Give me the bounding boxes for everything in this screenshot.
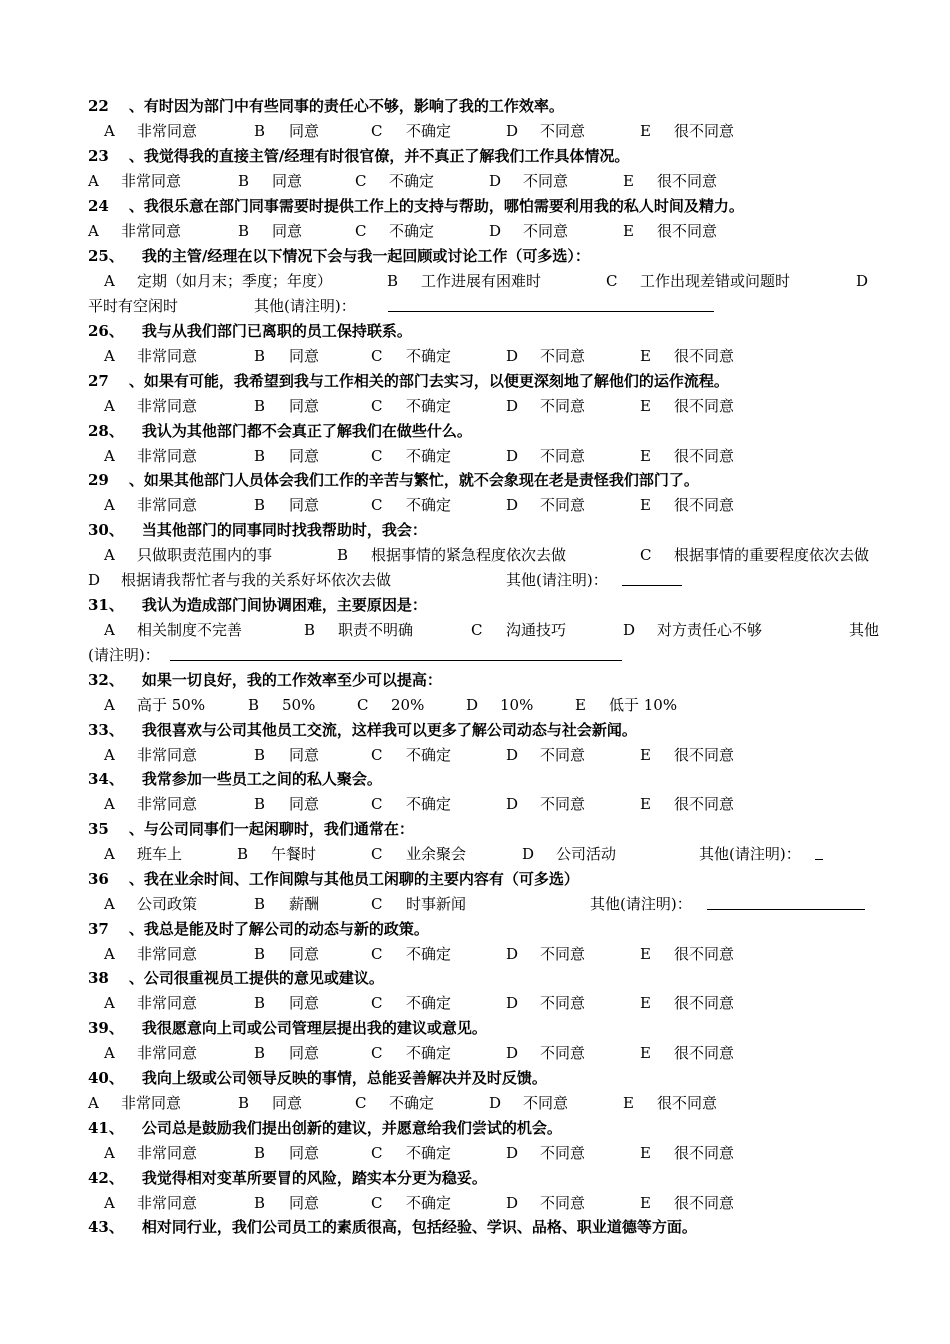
- option-a-label[interactable]: 非常同意: [137, 994, 198, 1012]
- option-c-label[interactable]: 20%: [391, 696, 425, 714]
- option-e-label[interactable]: 很不同意: [674, 447, 735, 465]
- question-number: 22: [88, 97, 109, 115]
- question-number: 32、: [88, 671, 124, 689]
- option-e-letter[interactable]: E: [640, 122, 651, 140]
- question-23: [88, 146, 629, 166]
- option-c-label[interactable]: 工作出现差错或问题时: [640, 272, 791, 290]
- option-c-letter[interactable]: C: [371, 347, 383, 365]
- other-input-line[interactable]: [707, 894, 865, 910]
- option-c-label[interactable]: 不确定: [406, 496, 452, 514]
- option-a-letter[interactable]: A: [104, 1144, 115, 1162]
- option-a-label[interactable]: 非常同意: [137, 347, 198, 365]
- option-c-letter[interactable]: C: [371, 895, 383, 913]
- option-c-letter[interactable]: C: [640, 546, 652, 564]
- option-e-label[interactable]: 很不同意: [674, 496, 735, 514]
- option-c-letter[interactable]: C: [355, 172, 367, 190]
- option-c-label[interactable]: 不确定: [389, 1094, 435, 1112]
- question-36: [88, 869, 579, 889]
- option-b-letter[interactable]: B: [254, 895, 266, 913]
- option-e-label[interactable]: 很不同意: [674, 1144, 735, 1162]
- option-d-letter[interactable]: D: [506, 347, 519, 365]
- options-27: [0, 396, 950, 416]
- question-text: 我觉得相对变革所要冒的风险，踏实本分更为稳妥。: [141, 1169, 487, 1187]
- option-e-label[interactable]: 很不同意: [657, 222, 718, 240]
- option-d-label[interactable]: 不同意: [540, 1144, 586, 1162]
- options-25-cont: [0, 296, 950, 316]
- option-e-label[interactable]: 很不同意: [674, 994, 735, 1012]
- options-36: [0, 894, 950, 914]
- option-c-label[interactable]: 不确定: [389, 172, 435, 190]
- option-b-label[interactable]: 同意: [289, 122, 320, 140]
- option-d-label[interactable]: 10%: [500, 696, 534, 714]
- option-a-letter[interactable]: A: [104, 272, 115, 290]
- question-text: 、如果有可能，我希望到我与工作相关的部门去实习，以便更深刻地了解他们的运作流程。: [128, 372, 729, 390]
- option-d-label[interactable]: 不同意: [540, 447, 586, 465]
- option-d-letter[interactable]: D: [466, 696, 479, 714]
- option-a-letter[interactable]: A: [104, 696, 115, 714]
- question-number: 24: [88, 197, 109, 215]
- option-c-letter[interactable]: C: [355, 1094, 367, 1112]
- option-c-letter[interactable]: C: [371, 795, 383, 813]
- option-d-label[interactable]: 不同意: [523, 1094, 569, 1112]
- option-b-letter[interactable]: B: [254, 746, 266, 764]
- question-number: 40、: [88, 1069, 124, 1087]
- option-c-letter[interactable]: C: [371, 496, 383, 514]
- option-c-label[interactable]: 根据事情的重要程度依次去做: [674, 546, 870, 564]
- other-input-line[interactable]: [388, 296, 714, 312]
- option-e-label[interactable]: 很不同意: [674, 397, 735, 415]
- option-e-letter[interactable]: E: [640, 1044, 651, 1062]
- option-a-letter[interactable]: A: [104, 397, 115, 415]
- option-d-label[interactable]: 不同意: [540, 945, 586, 963]
- option-b-letter[interactable]: B: [254, 397, 266, 415]
- option-e-letter[interactable]: E: [640, 945, 651, 963]
- option-a-letter[interactable]: A: [88, 172, 99, 190]
- option-b-label[interactable]: 同意: [289, 1194, 320, 1212]
- option-e-letter[interactable]: E: [640, 347, 651, 365]
- question-text: 、公司很重视员工提供的意见或建议。: [128, 969, 384, 987]
- option-d-letter[interactable]: D: [522, 845, 535, 863]
- question-text: 当其他部门的同事同时找我帮助时，我会：: [141, 521, 427, 539]
- question-text: 、我在业余时间、工作间隙与其他员工闲聊的主要内容有（可多选）: [128, 870, 579, 888]
- option-e-letter[interactable]: E: [623, 1094, 634, 1112]
- question-text: 我认为造成部门间协调困难，主要原因是：: [141, 596, 427, 614]
- option-b-letter[interactable]: B: [254, 1144, 266, 1162]
- question-text: 、如果其他部门人员体会我们工作的辛苦与繁忙，就不会象现在老是责怪我们部门了。: [128, 471, 699, 489]
- options-41: [0, 1143, 950, 1163]
- option-a-letter[interactable]: A: [104, 895, 115, 913]
- option-d-letter[interactable]: D: [856, 272, 869, 290]
- option-a-letter[interactable]: A: [104, 1044, 115, 1062]
- option-a-letter[interactable]: A: [104, 347, 115, 365]
- option-e-letter[interactable]: E: [640, 496, 651, 514]
- question-24: [88, 196, 744, 216]
- question-text: 如果一切良好，我的工作效率至少可以提高：: [141, 671, 442, 689]
- options-24: [0, 221, 950, 241]
- question-37: [88, 919, 429, 939]
- other-input-line[interactable]: [622, 570, 682, 586]
- option-e-letter[interactable]: E: [623, 222, 634, 240]
- option-c-label[interactable]: 不确定: [406, 1194, 452, 1212]
- option-other-label: 其他: [849, 621, 880, 639]
- options-23: [0, 171, 950, 191]
- option-b-label[interactable]: 同意: [289, 945, 320, 963]
- option-a-letter[interactable]: A: [104, 746, 115, 764]
- option-d-label[interactable]: 不同意: [540, 1194, 586, 1212]
- question-text: 、我总是能及时了解公司的动态与新的政策。: [128, 920, 429, 938]
- option-a-letter[interactable]: A: [88, 1094, 99, 1112]
- option-b-letter[interactable]: B: [238, 222, 250, 240]
- option-e-label[interactable]: 很不同意: [674, 347, 735, 365]
- option-a-letter[interactable]: A: [104, 1194, 115, 1212]
- option-c-letter[interactable]: C: [371, 845, 383, 863]
- options-31-cont: [0, 645, 950, 665]
- question-text: 、与公司同事们一起闲聊时，我们通常在：: [128, 820, 414, 838]
- question-number: 43、: [88, 1218, 124, 1236]
- option-e-letter[interactable]: E: [640, 746, 651, 764]
- option-a-label[interactable]: 非常同意: [121, 1094, 182, 1112]
- option-c-label[interactable]: 不确定: [406, 347, 452, 365]
- option-d-letter[interactable]: D: [506, 122, 519, 140]
- question-text: 、有时因为部门中有些同事的责任心不够，影响了我的工作效率。: [128, 97, 564, 115]
- question-40: [88, 1068, 547, 1088]
- question-text: 我的主管/经理在以下情况下会与我一起回顾或讨论工作（可多选）：: [141, 247, 590, 265]
- question-number: 31、: [88, 596, 124, 614]
- options-39: [0, 1043, 950, 1063]
- option-b-label[interactable]: 职责不明确: [338, 621, 414, 639]
- options-40: [0, 1093, 950, 1113]
- option-e-label[interactable]: 很不同意: [674, 795, 735, 813]
- option-b-label[interactable]: 同意: [272, 1094, 303, 1112]
- other-input-line[interactable]: [170, 645, 622, 661]
- option-c-letter[interactable]: C: [355, 222, 367, 240]
- option-b-letter[interactable]: B: [237, 845, 249, 863]
- option-a-letter[interactable]: A: [104, 994, 115, 1012]
- option-b-letter[interactable]: B: [254, 496, 266, 514]
- option-c-label[interactable]: 沟通技巧: [506, 621, 567, 639]
- question-text: 我很喜欢与公司其他员工交流，这样我可以更多了解公司动态与社会新闻。: [141, 721, 637, 739]
- option-c-label[interactable]: 不确定: [389, 222, 435, 240]
- question-29: [88, 470, 699, 490]
- option-c-letter[interactable]: C: [371, 447, 383, 465]
- option-e-label[interactable]: 很不同意: [674, 945, 735, 963]
- question-number: 25、: [88, 247, 124, 265]
- option-e-label[interactable]: 很不同意: [657, 172, 718, 190]
- option-d-label[interactable]: 不同意: [540, 1044, 586, 1062]
- option-c-label[interactable]: 业余聚会: [406, 845, 467, 863]
- option-d-letter[interactable]: D: [623, 621, 636, 639]
- option-d-label[interactable]: 不同意: [540, 795, 586, 813]
- option-a-label[interactable]: 非常同意: [137, 1144, 198, 1162]
- option-b-letter[interactable]: B: [254, 347, 266, 365]
- option-e-letter[interactable]: E: [640, 795, 651, 813]
- question-43: [88, 1217, 697, 1237]
- option-d-letter[interactable]: D: [506, 1144, 519, 1162]
- option-e-label[interactable]: 很不同意: [674, 746, 735, 764]
- option-other-label: 其他(请注明)：: [699, 845, 801, 863]
- option-e-label[interactable]: 很不同意: [657, 1094, 718, 1112]
- option-a-label[interactable]: 非常同意: [137, 746, 198, 764]
- option-b-letter[interactable]: B: [304, 621, 316, 639]
- options-37: [0, 944, 950, 964]
- option-b-letter[interactable]: B: [254, 1044, 266, 1062]
- option-d-letter[interactable]: D: [506, 994, 519, 1012]
- question-41: [88, 1118, 562, 1138]
- option-a-letter[interactable]: A: [104, 447, 115, 465]
- option-e-letter[interactable]: E: [640, 994, 651, 1012]
- question-number: 27: [88, 372, 109, 390]
- option-c-label[interactable]: 不确定: [406, 1044, 452, 1062]
- option-other-label: 其他(请注明)：: [254, 297, 356, 315]
- options-34: [0, 794, 950, 814]
- option-c-label[interactable]: 不确定: [406, 1144, 452, 1162]
- option-c-letter[interactable]: C: [371, 945, 383, 963]
- option-a-letter[interactable]: A: [104, 122, 115, 140]
- option-other-label: 其他(请注明)：: [590, 895, 692, 913]
- question-text: 我很愿意向上司或公司管理层提出我的建议或意见。: [141, 1019, 487, 1037]
- option-b-label[interactable]: 同意: [289, 447, 320, 465]
- option-c-label[interactable]: 不确定: [406, 447, 452, 465]
- option-a-label[interactable]: 非常同意: [121, 172, 182, 190]
- question-number: 37: [88, 920, 109, 938]
- option-c-label[interactable]: 不确定: [406, 397, 452, 415]
- option-a-label[interactable]: 高于 50%: [137, 696, 206, 714]
- option-b-letter[interactable]: B: [238, 1094, 250, 1112]
- option-c-letter[interactable]: C: [357, 696, 369, 714]
- question-number: 39、: [88, 1019, 124, 1037]
- option-a-label[interactable]: 班车上: [137, 845, 183, 863]
- option-b-label[interactable]: 同意: [289, 397, 320, 415]
- option-d-letter[interactable]: D: [506, 746, 519, 764]
- other-input-line[interactable]: [815, 844, 823, 860]
- question-number: 28、: [88, 422, 124, 440]
- option-b-label[interactable]: 同意: [272, 172, 303, 190]
- option-c-letter[interactable]: C: [371, 1044, 383, 1062]
- option-c-letter[interactable]: C: [471, 621, 483, 639]
- option-a-letter[interactable]: A: [104, 546, 115, 564]
- option-b-label[interactable]: 同意: [289, 1044, 320, 1062]
- option-e-letter[interactable]: E: [640, 1144, 651, 1162]
- option-c-letter[interactable]: C: [606, 272, 618, 290]
- question-number: 33、: [88, 721, 124, 739]
- question-number: 36: [88, 870, 109, 888]
- option-a-letter[interactable]: A: [104, 496, 115, 514]
- option-d-letter[interactable]: D: [506, 945, 519, 963]
- option-b-letter[interactable]: B: [238, 172, 250, 190]
- question-text: 我认为其他部门都不会真正了解我们在做些什么。: [141, 422, 472, 440]
- question-text: 我向上级或公司领导反映的事情，总能妥善解决并及时反馈。: [141, 1069, 547, 1087]
- options-32: [0, 695, 950, 715]
- question-number: 30、: [88, 521, 124, 539]
- question-number: 34、: [88, 770, 124, 788]
- option-a-label[interactable]: 非常同意: [137, 122, 198, 140]
- question-text: 、我很乐意在部门同事需要时提供工作上的支持与帮助，哪怕需要利用我的私人时间及精力。: [128, 197, 744, 215]
- option-d-label[interactable]: 不同意: [540, 994, 586, 1012]
- option-d-letter[interactable]: D: [506, 795, 519, 813]
- option-d-letter[interactable]: D: [489, 172, 502, 190]
- option-a-label[interactable]: 非常同意: [137, 795, 198, 813]
- option-c-letter[interactable]: C: [371, 122, 383, 140]
- options-28: [0, 446, 950, 466]
- question-33: [88, 720, 637, 740]
- option-b-label[interactable]: 同意: [289, 994, 320, 1012]
- question-number: 35: [88, 820, 109, 838]
- question-26: [88, 321, 412, 341]
- option-b-label[interactable]: 薪酬: [289, 895, 320, 913]
- options-26: [0, 346, 950, 366]
- option-a-label[interactable]: 相关制度不完善: [137, 621, 243, 639]
- question-number: 23: [88, 147, 109, 165]
- option-b-label[interactable]: 同意: [289, 746, 320, 764]
- option-a-label[interactable]: 只做职责范围内的事: [137, 546, 273, 564]
- options-38: [0, 993, 950, 1013]
- options-25: [0, 271, 950, 291]
- option-b-label[interactable]: 根据事情的紧急程度依次去做: [371, 546, 567, 564]
- option-d-letter[interactable]: D: [506, 496, 519, 514]
- option-b-letter[interactable]: B: [254, 945, 266, 963]
- option-d-letter[interactable]: D: [506, 1194, 519, 1212]
- question-32: [88, 670, 442, 690]
- question-28: [88, 421, 472, 441]
- option-d-label[interactable]: 根据请我帮忙者与我的关系好坏依次去做: [121, 571, 392, 589]
- option-e-letter[interactable]: E: [623, 172, 634, 190]
- option-b-label[interactable]: 同意: [272, 222, 303, 240]
- question-number: 29: [88, 471, 109, 489]
- option-a-label[interactable]: 非常同意: [121, 222, 182, 240]
- option-e-letter[interactable]: E: [640, 447, 651, 465]
- option-e-label[interactable]: 很不同意: [674, 122, 735, 140]
- option-a-letter[interactable]: A: [104, 945, 115, 963]
- options-30-cont: [0, 570, 950, 590]
- option-e-label[interactable]: 很不同意: [674, 1194, 735, 1212]
- question-text: 公司总是鼓励我们提出创新的建议，并愿意给我们尝试的机会。: [141, 1119, 562, 1137]
- options-35: [0, 844, 950, 864]
- option-c-letter[interactable]: C: [371, 1194, 383, 1212]
- question-text: 相对同行业，我们公司员工的素质很高，包括经验、学识、品格、职业道德等方面。: [141, 1218, 697, 1236]
- option-c-label[interactable]: 时事新闻: [406, 895, 467, 913]
- option-b-letter[interactable]: B: [254, 1194, 266, 1212]
- option-a-label[interactable]: 非常同意: [137, 496, 198, 514]
- question-text: 、我觉得我的直接主管/经理有时很官僚，并不真正了解我们工作具体情况。: [128, 147, 630, 165]
- option-e-letter[interactable]: E: [575, 696, 586, 714]
- option-d-letter[interactable]: D: [489, 1094, 502, 1112]
- question-39: [88, 1018, 487, 1038]
- options-42: [0, 1193, 950, 1213]
- option-a-label[interactable]: 非常同意: [137, 1194, 198, 1212]
- option-d-label[interactable]: 不同意: [540, 496, 586, 514]
- option-b-letter[interactable]: B: [254, 795, 266, 813]
- option-b-letter[interactable]: B: [387, 272, 399, 290]
- question-number: 38: [88, 969, 109, 987]
- option-a-label[interactable]: 非常同意: [137, 945, 198, 963]
- option-b-label[interactable]: 同意: [289, 347, 320, 365]
- option-c-letter[interactable]: C: [371, 1144, 383, 1162]
- question-27: [88, 371, 729, 391]
- question-35: [88, 819, 414, 839]
- option-c-label[interactable]: 不确定: [406, 945, 452, 963]
- option-b-letter[interactable]: B: [254, 122, 266, 140]
- option-d-label[interactable]: 不同意: [523, 172, 569, 190]
- options-31: [0, 620, 950, 640]
- option-b-letter[interactable]: B: [248, 696, 260, 714]
- option-a-letter[interactable]: A: [104, 795, 115, 813]
- option-d-letter[interactable]: D: [88, 571, 101, 589]
- option-other-label: 其他(请注明)：: [506, 571, 608, 589]
- option-b-label[interactable]: 50%: [282, 696, 316, 714]
- option-a-letter[interactable]: A: [88, 222, 99, 240]
- option-c-label[interactable]: 不确定: [406, 122, 452, 140]
- question-38: [88, 968, 384, 988]
- option-a-label[interactable]: 非常同意: [137, 1044, 198, 1062]
- option-c-label[interactable]: 不确定: [406, 994, 452, 1012]
- option-d-label[interactable]: 平时有空闲时: [88, 297, 179, 315]
- question-25: [88, 246, 590, 266]
- option-d-label[interactable]: 对方责任心不够: [657, 621, 763, 639]
- option-d-letter[interactable]: D: [489, 222, 502, 240]
- option-e-letter[interactable]: E: [640, 1194, 651, 1212]
- option-a-label[interactable]: 定期（如月末；季度；年度）: [137, 272, 333, 290]
- option-d-label[interactable]: 公司活动: [556, 845, 617, 863]
- question-number: 42、: [88, 1169, 124, 1187]
- option-c-letter[interactable]: C: [371, 746, 383, 764]
- option-e-label[interactable]: 很不同意: [674, 1044, 735, 1062]
- option-d-letter[interactable]: D: [506, 447, 519, 465]
- option-a-letter[interactable]: A: [104, 845, 115, 863]
- question-text: 我常参加一些员工之间的私人聚会。: [141, 770, 382, 788]
- option-b-label[interactable]: 工作进展有困难时: [421, 272, 542, 290]
- option-d-label[interactable]: 不同意: [540, 122, 586, 140]
- question-34: [88, 769, 382, 789]
- option-other-note: (请注明)：: [88, 646, 160, 664]
- options-22: [0, 121, 950, 141]
- option-c-label[interactable]: 不确定: [406, 795, 452, 813]
- option-c-label[interactable]: 不确定: [406, 746, 452, 764]
- options-29: [0, 495, 950, 515]
- option-b-letter[interactable]: B: [254, 447, 266, 465]
- option-c-letter[interactable]: C: [371, 994, 383, 1012]
- question-42: [88, 1168, 487, 1188]
- options-33: [0, 745, 950, 765]
- option-a-label[interactable]: 公司政策: [137, 895, 198, 913]
- option-d-label[interactable]: 不同意: [540, 347, 586, 365]
- question-30: [88, 520, 427, 540]
- option-d-label[interactable]: 不同意: [540, 397, 586, 415]
- option-b-label[interactable]: 午餐时: [271, 845, 317, 863]
- option-e-label[interactable]: 低于 10%: [609, 696, 678, 714]
- option-d-letter[interactable]: D: [506, 397, 519, 415]
- option-b-label[interactable]: 同意: [289, 1144, 320, 1162]
- option-a-letter[interactable]: A: [104, 621, 115, 639]
- question-number: 41、: [88, 1119, 124, 1137]
- option-b-letter[interactable]: B: [254, 994, 266, 1012]
- question-22: [88, 96, 564, 116]
- question-31: [88, 595, 427, 615]
- option-a-label[interactable]: 非常同意: [137, 447, 198, 465]
- option-b-label[interactable]: 同意: [289, 795, 320, 813]
- option-d-label[interactable]: 不同意: [540, 746, 586, 764]
- option-d-label[interactable]: 不同意: [523, 222, 569, 240]
- option-e-letter[interactable]: E: [640, 397, 651, 415]
- options-30: [0, 545, 950, 565]
- option-b-label[interactable]: 同意: [289, 496, 320, 514]
- question-text: 我与从我们部门已离职的员工保持联系。: [141, 322, 412, 340]
- question-number: 26、: [88, 322, 124, 340]
- option-a-label[interactable]: 非常同意: [137, 397, 198, 415]
- option-c-letter[interactable]: C: [371, 397, 383, 415]
- option-d-letter[interactable]: D: [506, 1044, 519, 1062]
- option-b-letter[interactable]: B: [337, 546, 349, 564]
